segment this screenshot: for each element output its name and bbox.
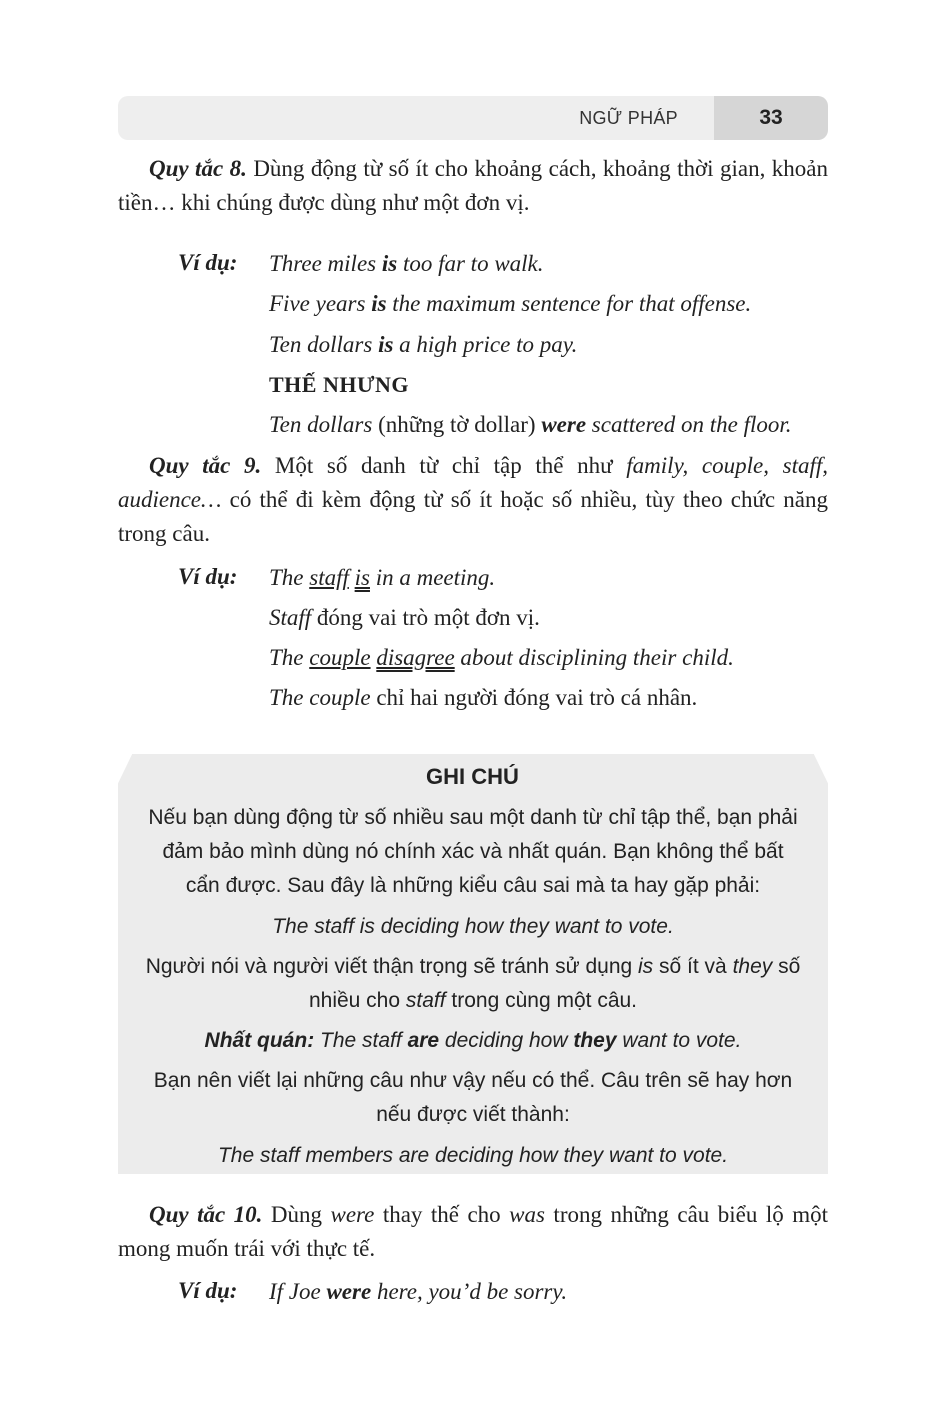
note-line: đảm bảo mình dùng nó chính xác và nhất quán. Bạn không thể bất <box>162 840 784 863</box>
rule-9-example-1: The staff is in a meeting. <box>269 565 496 590</box>
running-header <box>118 96 828 140</box>
note-line: cẩn được. Sau đây là những kiểu câu sai mà ta hay gặp phải: <box>185 874 761 897</box>
rule-8-label: Quy tắc 8. <box>149 156 247 181</box>
note-incorrect-example: The staff is deciding how they want to vote. <box>272 915 674 938</box>
rule-9-example-2: Staff đóng vai trò một đơn vị. <box>269 605 540 630</box>
note-rewrite-example: The staff members are deciding how they want to vote. <box>217 1144 729 1167</box>
rule-8-example-4: Ten dollars (những tờ dollar) were scattered on the floor. <box>269 412 792 437</box>
note-line: Bạn nên viết lại những câu như vậy nếu có thể. Câu trên sẽ hay hơn <box>153 1069 793 1092</box>
rule-10-example-label: Ví dụ: <box>178 1278 238 1303</box>
page-number: 33 <box>714 96 828 140</box>
rule-8-example-3: Ten dollars is a high price to pay. <box>269 332 578 357</box>
note-title: GHI CHÚ <box>426 764 519 789</box>
rule-8-text: Dùng động từ số ít cho khoảng cách, khoảng thời gian, khoản tiền… khi chúng được dùng như một đơn vị. <box>118 156 828 215</box>
rule-8-example-label: Ví dụ: <box>178 250 238 275</box>
rule-10-paragraph: Quy tắc 10. Dùng were thay thế cho was trong những câu biểu lộ một mong muốn trái với thực tế. <box>118 1202 829 1261</box>
note-line: Người nói và người viết thận trọng sẽ tránh sử dụng is số ít và they số <box>145 955 801 978</box>
note-line: nhiều cho staff trong cùng một câu. <box>308 989 638 1012</box>
rule-9-label: Quy tắc 9. <box>149 453 262 478</box>
note-line: nếu được viết thành: <box>376 1103 570 1126</box>
section-title: NGỮ PHÁP <box>579 108 678 128</box>
rule-9-example-4: The couple chỉ hai người đóng vai trò cá nhân. <box>269 685 698 710</box>
rule-8-paragraph <box>118 152 828 220</box>
contrast-heading: THẾ NHƯNG <box>269 372 409 397</box>
collective-nouns: family, couple, staff, audience… <box>118 453 829 512</box>
rule-10-example-1: If Joe were here, you’d be sorry. <box>269 1279 568 1304</box>
rule-10-label: Quy tắc 10. <box>149 1202 263 1227</box>
rule-9-paragraph: Quy tắc 9. Một số danh từ chỉ tập thể như family, couple, staff, audience… có thể đi kèm động từ số ít hoặc số nhiều, tùy theo chức năng trong câu. <box>118 453 829 546</box>
note-consistent-example: Nhất quán: The staff are deciding how they want to vote. <box>204 1029 742 1052</box>
rule-9-example-3: The couple disagree about disciplining their child. <box>269 645 734 670</box>
rule-9-example-label: Ví dụ: <box>178 564 238 589</box>
rule-8-example-2: Five years is the maximum sentence for that offense. <box>269 291 752 316</box>
rule-8-example-1: Three miles is too far to walk. <box>269 251 544 276</box>
note-line: Nếu bạn dùng động từ số nhiều sau một danh từ chỉ tập thể, bạn phải <box>148 806 798 829</box>
